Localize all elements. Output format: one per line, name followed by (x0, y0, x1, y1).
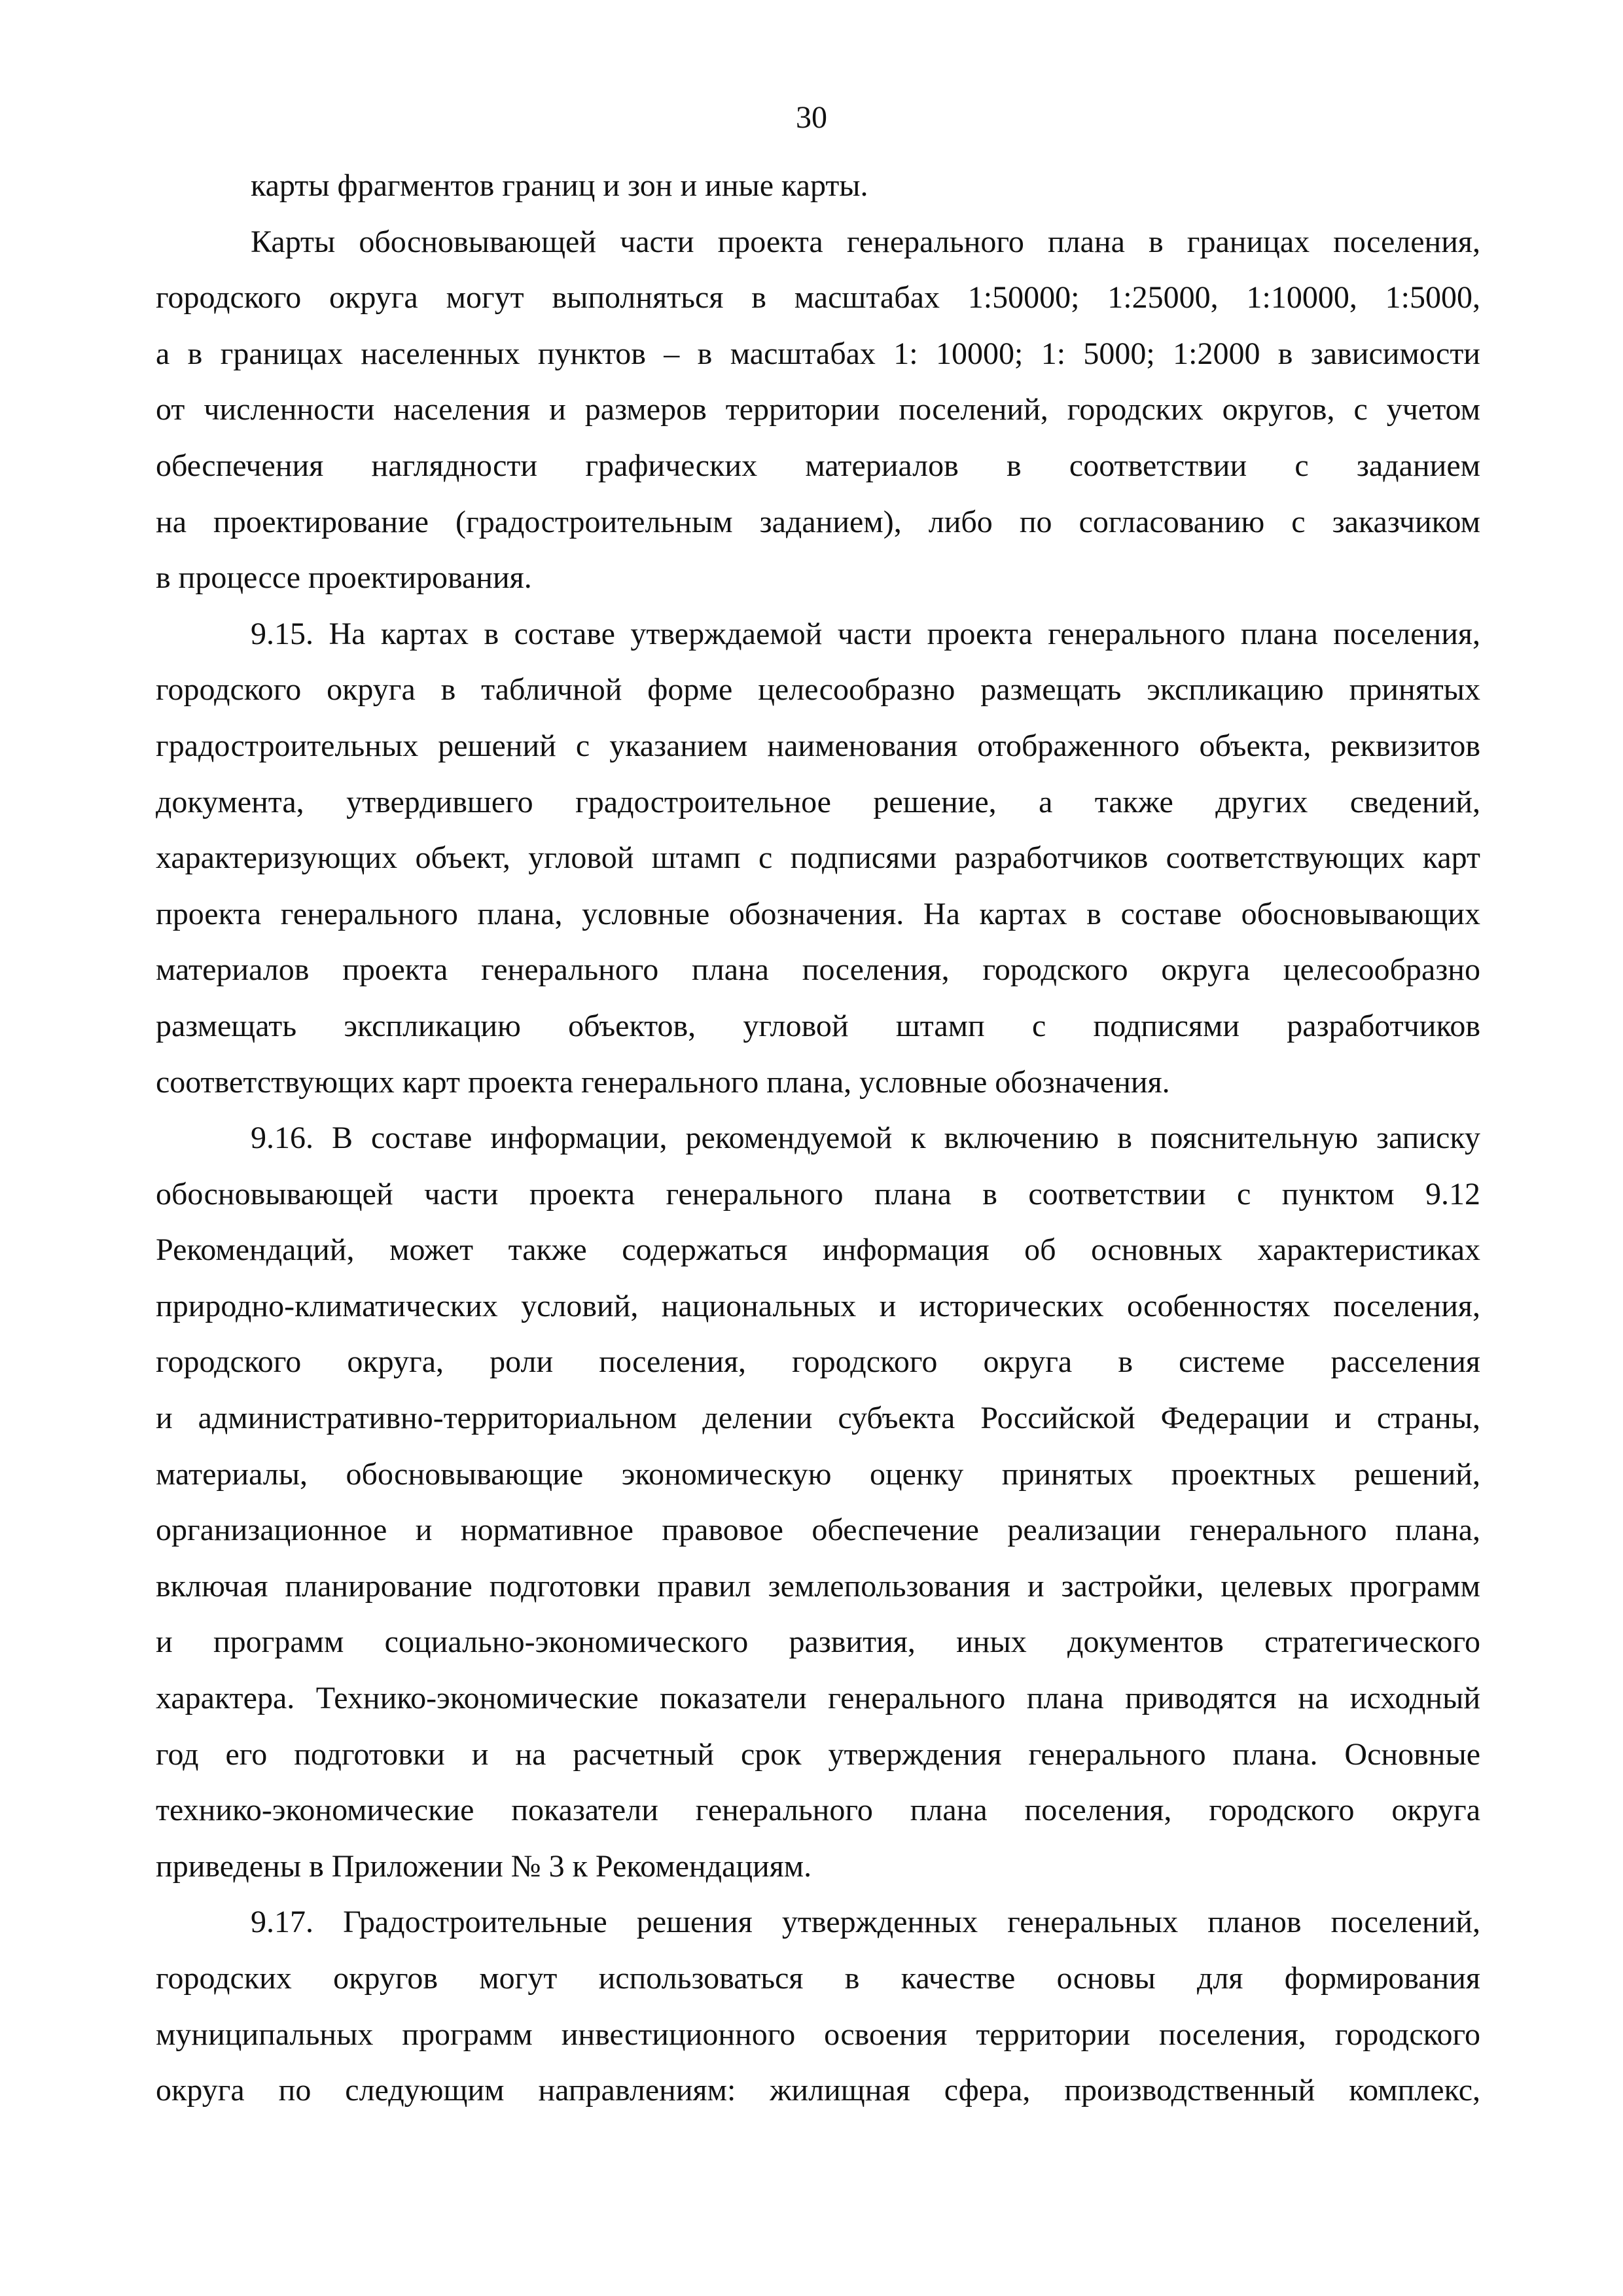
text-line: документа, утвердившего градостроительное решение, а также других сведений, (156, 784, 1480, 819)
text-line: городского округа, роли поселения, городского округа в системе расселения (156, 1344, 1480, 1380)
text-line: на проектирование (градостроительным заданием), либо по согласованию с заказчиком (156, 504, 1480, 539)
text-line: включая планирование подготовки правил землепользования и застройки, целевых программ (156, 1568, 1480, 1604)
text-line: 9.15. На картах в составе утверждаемой части проекта генерального плана поселения, (251, 616, 1480, 651)
page-number: 30 (796, 100, 827, 135)
text-line: материалы, обосновывающие экономическую оценку принятых проектных решений, (156, 1456, 1480, 1492)
text-line: обосновывающей части проекта генерального плана в соответствии с пунктом 9.12 (156, 1176, 1480, 1211)
text-line: городских округов могут использоваться в качестве основы для формирования (156, 1961, 1480, 1996)
text-line: 9.16. В составе информации, рекомендуемой к включению в пояснительную записку (251, 1121, 1480, 1156)
text-line: соответствующих карт проекта генерального плана, условные обозначения. (156, 1064, 1170, 1100)
text-line: размещать экспликацию объектов, угловой штамп с подписями разработчиков (156, 1008, 1480, 1043)
text-line: а в границах населенных пунктов – в масштабах 1: 10000; 1: 5000; 1:2000 в зависимости (156, 336, 1480, 371)
text-line: характера. Технико-экономические показатели генерального плана приводятся на исходный (156, 1681, 1480, 1716)
text-line: обеспечения наглядности графических материалов в соответствии с заданием (156, 448, 1480, 483)
text-line: Карты обосновывающей части проекта генерального плана в границах поселения, (251, 224, 1480, 259)
text-line: и административно-территориальном делении субъекта Российской Федерации и страны, (156, 1401, 1480, 1436)
text-line: 9.17. Градостроительные решения утвержденных генеральных планов поселений, (251, 1905, 1480, 1940)
text-line: приведены в Приложении № 3 к Рекомендациям. (156, 1848, 812, 1884)
text-line: в процессе проектирования. (156, 560, 532, 596)
text-line: округа по следующим направлениям: жилищная сфера, производственный комплекс, (156, 2073, 1480, 2108)
text-line: год его подготовки и на расчетный срок утверждения генерального плана. Основные (156, 1736, 1480, 1772)
text-line: муниципальных программ инвестиционного освоения территории поселения, городского (156, 2017, 1480, 2052)
text-line: природно-климатических условий, национальных и исторических особенностях поселения, (156, 1288, 1480, 1323)
text-line: карты фрагментов границ и зон и иные карты. (251, 168, 868, 203)
text-line: Рекомендаций, может также содержаться информация об основных характеристиках (156, 1232, 1480, 1268)
text-line: и программ социально-экономического развития, иных документов стратегического (156, 1624, 1480, 1660)
text-line: материалов проекта генерального плана поселения, городского округа целесообразно (156, 952, 1480, 988)
text-line: городского округа в табличной форме целесообразно размещать экспликацию принятых (156, 672, 1480, 708)
document-body (156, 158, 1480, 2119)
text-line: организационное и нормативное правовое обеспечение реализации генерального плана, (156, 1513, 1480, 1548)
text-line: градостроительных решений с указанием наименования отображенного объекта, реквизитов (156, 728, 1480, 763)
text-line: характеризующих объект, угловой штамп с подписями разработчиков соответствующих карт (156, 840, 1480, 876)
text-line: городского округа могут выполняться в масштабах 1:50000; 1:25000, 1:10000, 1:5000, (156, 280, 1480, 315)
text-line: технико-экономические показатели генерального плана поселения, городского округа (156, 1793, 1480, 1828)
text-line: от численности населения и размеров территории поселений, городских округов, с учетом (156, 392, 1480, 427)
text-line: проекта генерального плана, условные обозначения. На картах в составе обосновывающих (156, 896, 1480, 931)
